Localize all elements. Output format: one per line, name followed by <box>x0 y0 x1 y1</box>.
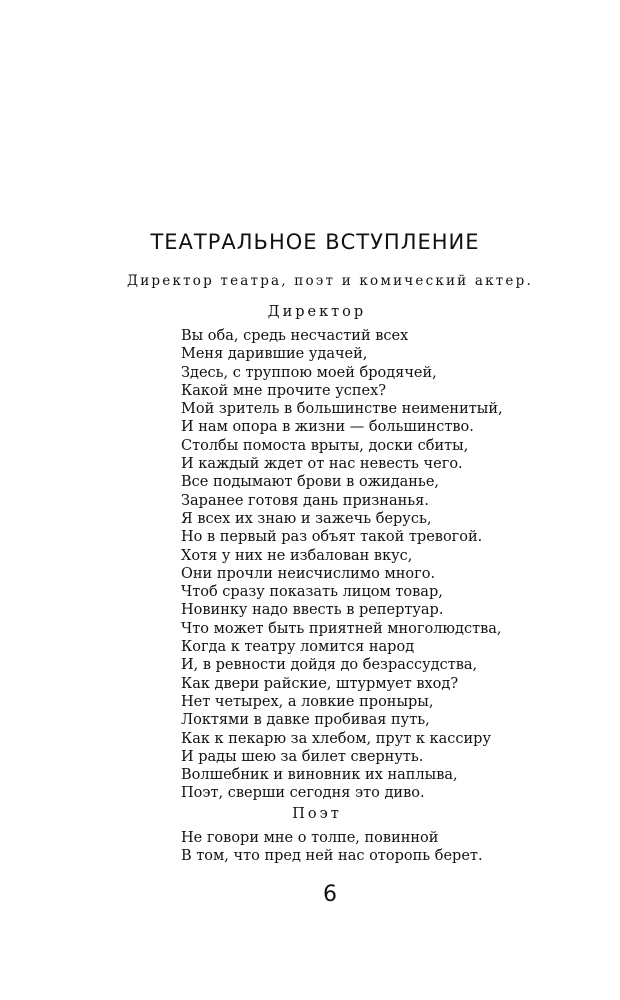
verse-line: Вы оба, средь несчастий всех <box>181 328 409 344</box>
verse-line: Меня дарившие удачей, <box>181 346 368 363</box>
verse-line: Как к пекарю за хлебом, прут к кассиру <box>181 730 491 747</box>
verse-line: Когда к театру ломится народ <box>181 639 415 656</box>
verse-line: Как двери райские, штурмует вход? <box>181 675 459 692</box>
verse-line: Но в первый раз объят такой тревогой. <box>181 529 483 546</box>
verse-line: В том, что пред ней нас оторопь берет. <box>181 848 483 865</box>
page-number: 6 <box>323 882 337 907</box>
verse-line: Здесь, с труппою моей бродячей, <box>181 364 437 381</box>
verse-block <box>181 829 483 866</box>
verse-block <box>181 327 503 803</box>
speaker-name: Поэт <box>292 806 342 822</box>
verse-line: И, в ревности дойдя до безрассудства, <box>181 657 478 674</box>
verse-line: Мой зритель в большинстве неименитый, <box>181 401 503 418</box>
verse-line: Поэт, сверши сегодня это диво. <box>181 785 425 802</box>
verse-line: И нам опора в жизни — большинство. <box>181 419 474 436</box>
verse-line: Чтоб сразу показать лицом товар, <box>181 584 443 601</box>
verse-line: И каждый ждет от нас невесть чего. <box>181 456 463 473</box>
verse-line: Какой мне прочите успех? <box>181 382 387 399</box>
verse-line: Все подымают брови в ожиданье, <box>181 474 440 491</box>
cast-list: Директор театра, поэт и комический актер. <box>127 273 533 289</box>
verse-line: Столбы помоста врыты, доски сбиты, <box>181 437 469 454</box>
verse-line: Не говори мне о толпе, повинной <box>181 830 439 846</box>
verse-line: Волшебник и виновник их наплыва, <box>181 767 458 784</box>
chapter-title: ТЕАТРАЛЬНОЕ ВСТУПЛЕНИЕ <box>150 230 480 254</box>
verse-line: И рады шею за билет свернуть. <box>181 748 424 765</box>
verse-line: Заранее готовя дань признанья. <box>181 492 429 509</box>
verse-line: Новинку надо ввесть в репертуар. <box>181 602 444 619</box>
verse-line: Нет четырех, а ловкие проныры, <box>181 693 434 710</box>
speaker-name: Директор <box>267 304 367 320</box>
verse-line: Хотя у них не избалован вкус, <box>181 547 413 564</box>
verse-line: Что может быть приятней многолюдства, <box>181 620 502 637</box>
verse-line: Я всех их знаю и зажечь берусь, <box>181 510 432 527</box>
verse-line: Локтями в давке пробивая путь, <box>181 712 430 729</box>
verse-line: Они прочли неисчислимо много. <box>181 565 436 582</box>
